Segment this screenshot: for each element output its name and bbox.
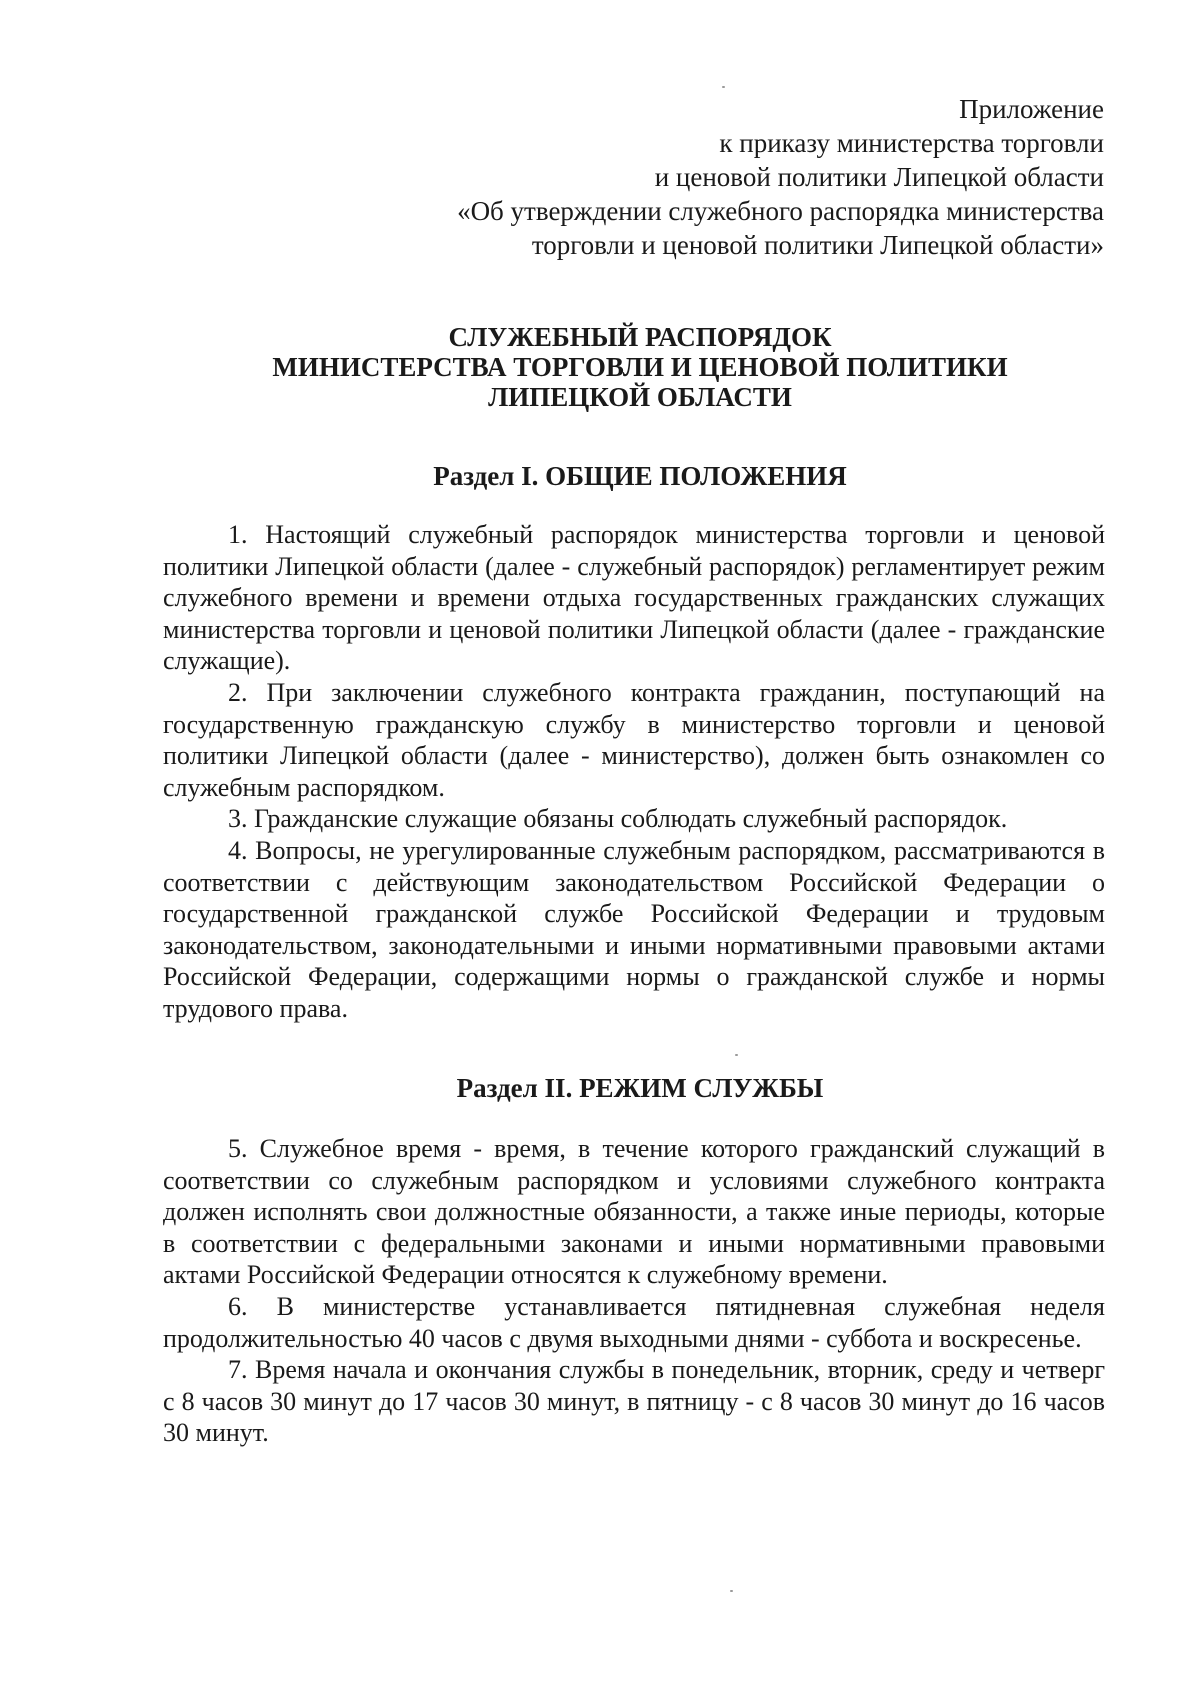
paragraph: 4. Вопросы, не урегулированные служебным распорядком, рассматриваются в соответствии с действующим законодательством Российской Федерации о государственной гражданской службе Российской Федерации и трудовым законодательством, законодательными и иными нормативными правовыми актами Российской Федерации, содержащими нормы о гражданской службе и нормы трудового права. — [163, 835, 1105, 1023]
scan-speck — [730, 1590, 733, 1592]
attachment-line: «Об утверждении служебного распорядка министерства — [457, 196, 1104, 226]
scan-speck — [722, 86, 725, 88]
paragraph: 5. Служебное время - время, в течение которого гражданский служащий в соответствии со служебным распорядком и условиями служебного контракта должен исполнять свои должностные обязанности, а также иные периоды, которые в соответствии с федеральными законами и иными нормативными правовыми актами Российской Федерации относятся к служебному времени. — [163, 1134, 1105, 1290]
attachment-line: торговли и ценовой политики Липецкой области» — [531, 230, 1104, 260]
scan-speck — [735, 1054, 738, 1056]
paragraph: 6. В министерстве устанавливается пятидневная служебная неделя продолжительностью 40 часов с двумя выходными днями - суббота и воскресенье. — [163, 1291, 1105, 1353]
paragraph: 7. Время начала и окончания службы в понедельник, вторник, среду и четверг с 8 часов 30 минут до 17 часов 30 минут, в пятницу - с 8 часов 30 минут до 16 часов 30 минут. — [163, 1355, 1105, 1448]
title-line: МИНИСТЕРСТВА ТОРГОВЛИ И ЦЕНОВОЙ ПОЛИТИКИ — [272, 352, 1008, 382]
attachment-line: к приказу министерства торговли — [719, 128, 1104, 158]
title-line: ЛИПЕЦКОЙ ОБЛАСТИ — [488, 382, 792, 412]
section-body-general — [163, 519, 1105, 1025]
section-heading-service-mode: Раздел II. РЕЖИМ СЛУЖБЫ — [456, 1073, 824, 1103]
attachment-line: Приложение — [959, 94, 1104, 124]
paragraph: 2. При заключении служебного контракта гражданин, поступающий на государственную гражданскую службу в министерство торговли и ценовой политики Липецкой области (далее - министерство), должен быть ознакомлен со служебным распорядком. — [163, 677, 1105, 802]
title-line: СЛУЖЕБНЫЙ РАСПОРЯДОК — [448, 322, 832, 352]
section-body-service-mode — [163, 1133, 1105, 1449]
attachment-note — [344, 92, 1104, 262]
paragraph: 1. Настоящий служебный распорядок министерства торговли и ценовой политики Липецкой области (далее - служебный распорядок) регламентирует режим служебного времени и времени отдыха государственных гражданских служащих министерства торговли и ценовой политики Липецкой области (далее - гражданские служащие). — [163, 520, 1105, 676]
paragraph: 3. Гражданские служащие обязаны соблюдать служебный распорядок. — [228, 804, 1008, 834]
document-title — [160, 322, 1120, 412]
attachment-line: и ценовой политики Липецкой области — [654, 162, 1104, 192]
section-heading-general: Раздел I. ОБЩИЕ ПОЛОЖЕНИЯ — [433, 461, 847, 491]
